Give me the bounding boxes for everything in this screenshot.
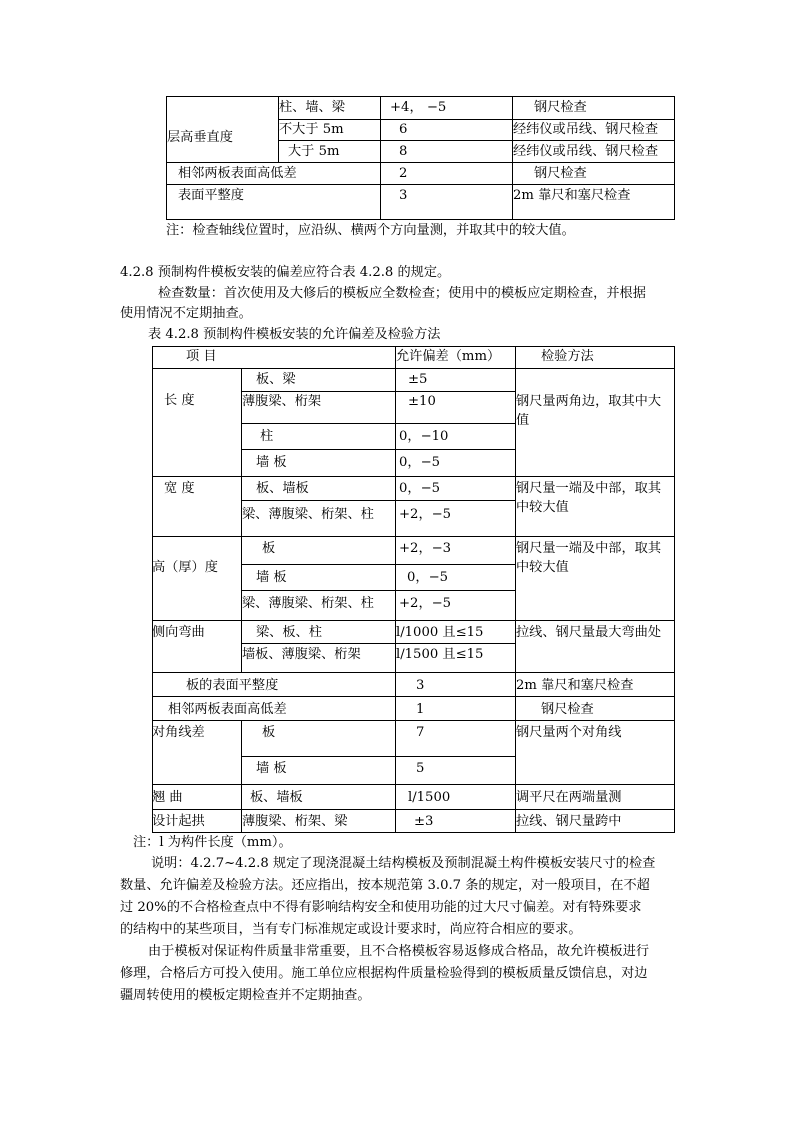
tolerance-value: 0，−10 <box>399 429 449 444</box>
paragraph-line: 由于模板对保证构件质量非常重要，且不合格模板容易返修成合格品，故允许模板进行 <box>148 944 650 959</box>
sub-item: 墙 板 <box>256 761 287 776</box>
tolerance-value: 0，−5 <box>407 570 449 585</box>
method-text: 钢尺量两个对角线 <box>516 725 622 740</box>
method-text: 钢尺量一端及中部，取其 <box>516 541 662 556</box>
sub-item: 梁、薄腹梁、桁架、柱 <box>242 507 374 522</box>
cell-text: 大于 5m <box>288 144 340 159</box>
cell-text: 相邻两板表面高低差 <box>178 166 297 181</box>
table-note: 注：l 为构件长度（mm）。 <box>133 835 292 850</box>
cell-text: 表面平整度 <box>178 188 244 203</box>
tolerance-value: 5 <box>416 761 425 776</box>
cell-text: 3 <box>399 188 408 203</box>
method-text: 钢尺量两角边，取其中大 <box>516 394 662 409</box>
tolerance-value: ±10 <box>408 394 436 409</box>
cell-text: 经纬仪或吊线、钢尺检查 <box>513 122 659 137</box>
tolerance-value: l/1500 <box>408 790 451 805</box>
group-name: 相邻两板表面高低差 <box>168 702 287 717</box>
paragraph-line: 疆周转使用的模板定期检查并不定期抽查。 <box>120 988 371 1003</box>
cell-text: 不大于 5m <box>279 122 344 137</box>
method-text: 钢尺检查 <box>541 702 594 717</box>
method-text: 值 <box>516 413 530 428</box>
cell-text: 经纬仪或吊线、钢尺检查 <box>513 144 659 159</box>
sub-item: 板、墙板 <box>250 790 303 805</box>
group-name: 翘 曲 <box>152 790 183 805</box>
tolerance-value: 0，−5 <box>399 481 441 496</box>
paragraph-line: 检查数量：首次使用及大修后的模板应全数检查；使用中的模板应定期检查，并根据 <box>158 286 646 301</box>
cell-text: +4， −5 <box>390 100 447 115</box>
method-text: 中较大值 <box>516 560 569 575</box>
header-tolerance: 允许偏差（mm） <box>396 349 501 364</box>
cell-text: 钢尺检查 <box>534 166 587 181</box>
method-text: 调平尺在两端量测 <box>516 790 622 805</box>
paragraph-line: 说明：4.2.7~4.2.8 规定了现浇混凝土结构模板及预制混凝土构件模板安装尺寸的检查 <box>151 856 656 871</box>
paragraph-line: 过 20%的不合格检查点中不得有影响结构安全和使用功能的过大尺寸偏差。对有特殊要求 <box>120 900 642 915</box>
group-name: 板的表面平整度 <box>186 678 279 693</box>
method-text: 2m 靠尺和塞尺检查 <box>516 678 634 693</box>
cell-text: 8 <box>399 144 408 159</box>
section-heading: 4.2.8 预制构件模板安装的偏差应符合表 4.2.8 的规定。 <box>120 265 451 280</box>
cell-text: 层高垂直度 <box>167 130 233 145</box>
tolerance-value: 1 <box>416 702 425 717</box>
sub-item: 梁、板、柱 <box>256 625 322 640</box>
paragraph-line: 的结构中的某些项目，当有专门标准规定或设计要求时，尚应符合相应的要求。 <box>120 922 582 937</box>
sub-item: 墙板、薄腹梁、桁架 <box>242 647 361 662</box>
tolerance-value: 3 <box>416 678 425 693</box>
sub-item: 板、梁 <box>256 372 296 387</box>
tolerance-value: +2，−5 <box>399 596 452 611</box>
tolerance-value: l/1500 且≤15 <box>396 647 484 662</box>
method-text: 钢尺量一端及中部，取其 <box>516 481 662 496</box>
table-note: 注：检查轴线位置时，应沿纵、横两个方向量测，并取其中的较大值。 <box>166 223 575 238</box>
tolerance-value: 0，−5 <box>399 455 441 470</box>
group-name: 侧向弯曲 <box>152 625 205 640</box>
method-text: 拉线、钢尺量跨中 <box>516 814 622 829</box>
cell-text: 钢尺检查 <box>534 100 587 115</box>
tolerance-value: ±3 <box>414 814 434 829</box>
tolerance-value: +2，−3 <box>399 541 452 556</box>
method-text: 中较大值 <box>516 500 569 515</box>
cell-text: 2 <box>399 166 408 181</box>
tolerance-value: l/1000 且≤15 <box>396 625 484 640</box>
sub-item: 板、墙板 <box>256 481 309 496</box>
sub-item: 薄腹梁、桁架、梁 <box>242 814 348 829</box>
group-name: 设计起拱 <box>152 814 205 829</box>
paragraph-line: 使用情况不定期抽查。 <box>120 306 252 321</box>
method-text: 拉线、钢尺量最大弯曲处 <box>516 625 662 640</box>
group-name: 宽 度 <box>164 481 195 496</box>
cell-text: 6 <box>399 122 408 137</box>
group-name: 对角线差 <box>152 725 205 740</box>
header-item: 项 目 <box>186 349 217 364</box>
table-caption: 表 4.2.8 预制构件模板安装的允许偏差及检验方法 <box>148 327 441 342</box>
paragraph-line: 修理，合格后方可投入使用。施工单位应根据构件质量检验得到的模板质量反馈信息，对边 <box>120 966 648 981</box>
sub-item: 墙 板 <box>256 455 287 470</box>
paragraph-line: 数量、允许偏差及检验方法。还应指出，按本规范第 3.0.7 条的规定，对一般项目，在不超 <box>120 878 650 893</box>
header-method: 检验方法 <box>541 349 594 364</box>
tolerance-value: +2，−5 <box>399 507 452 522</box>
sub-item: 墙 板 <box>256 570 287 585</box>
group-name: 高（厚）度 <box>152 560 218 575</box>
sub-item: 柱 <box>260 429 274 444</box>
tolerance-value: ±5 <box>408 372 428 387</box>
sub-item: 梁、薄腹梁、桁架、柱 <box>242 596 374 611</box>
group-name: 长 度 <box>164 393 195 408</box>
tolerance-value: 7 <box>416 725 425 740</box>
sub-item: 板 <box>262 541 276 556</box>
cell-text: 2m 靠尺和塞尺检查 <box>513 188 631 203</box>
cell-text: 柱、墙、梁 <box>279 100 345 115</box>
sub-item: 板 <box>262 725 276 740</box>
sub-item: 薄腹梁、桁架 <box>242 394 322 409</box>
